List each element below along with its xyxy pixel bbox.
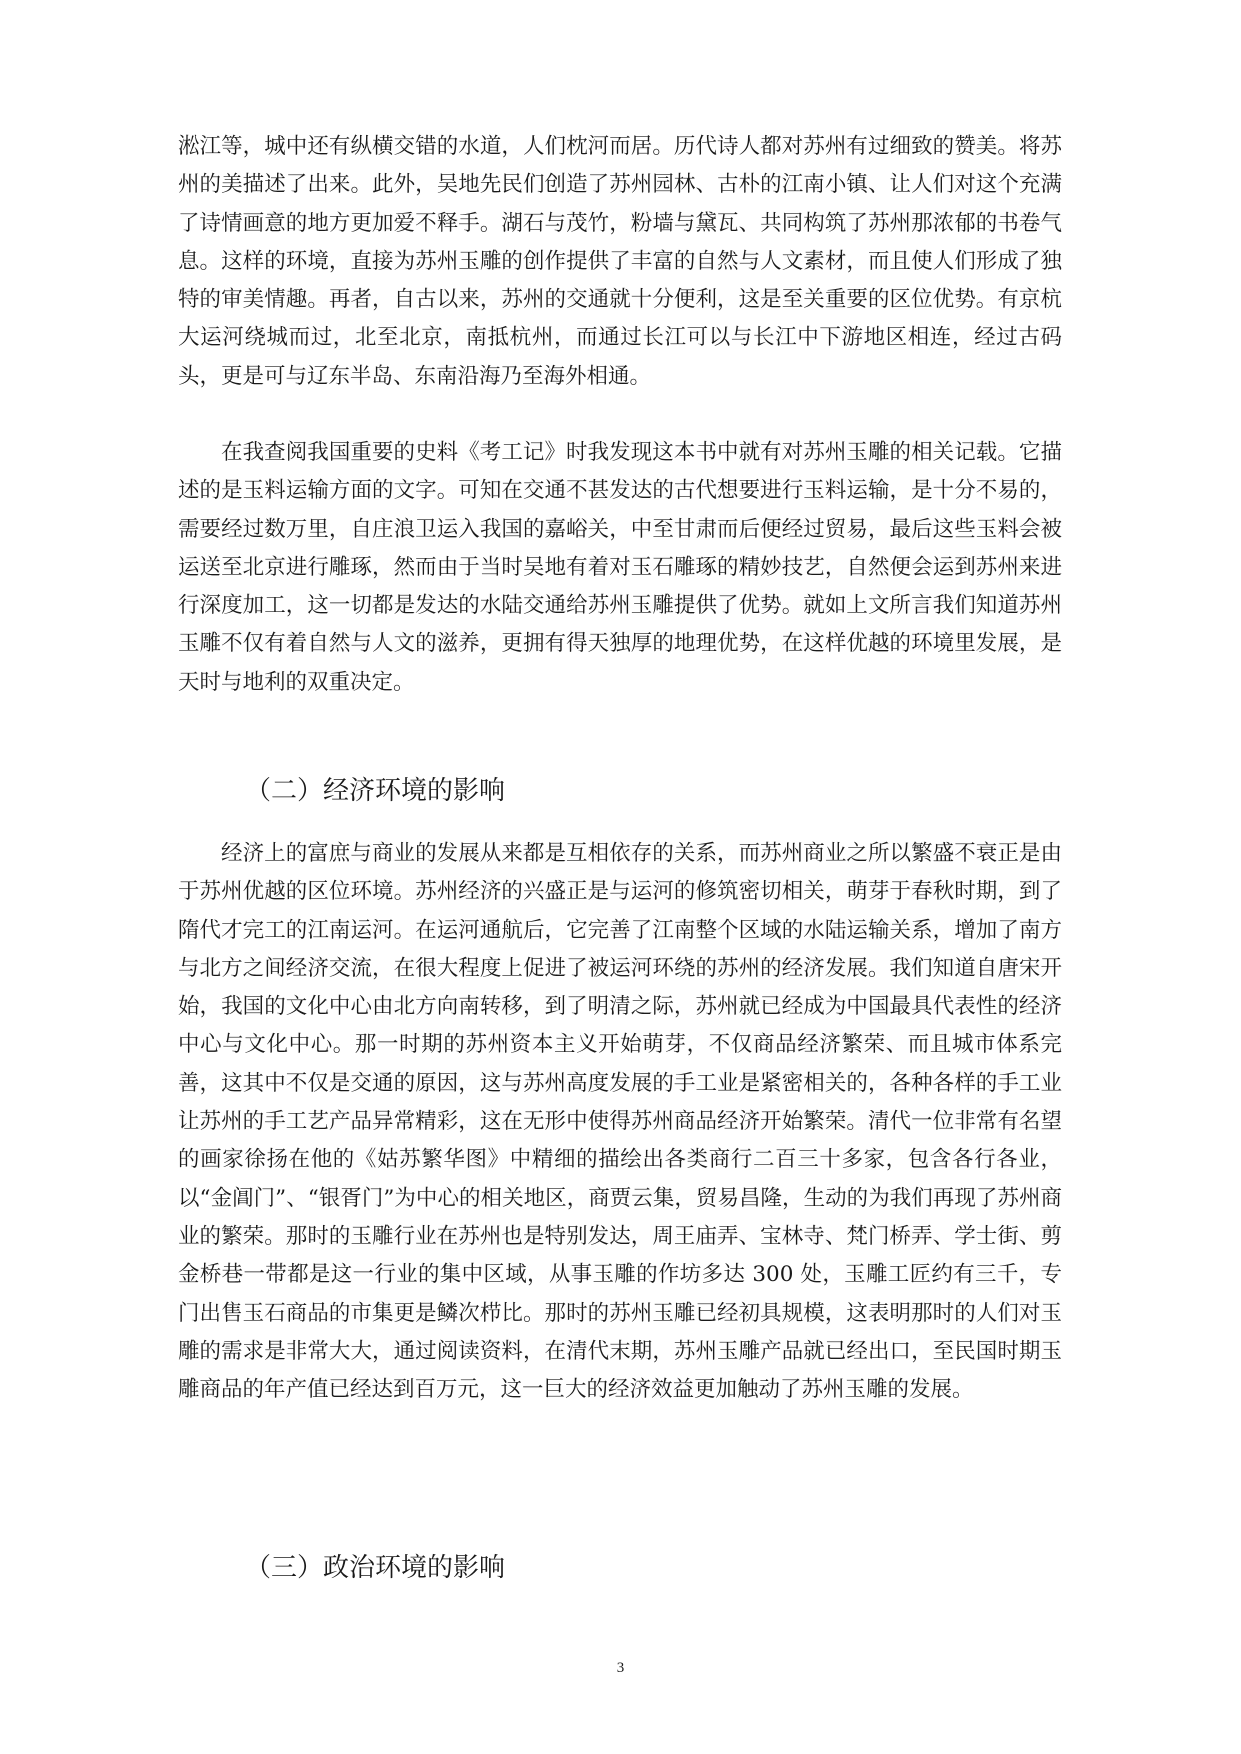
paragraph-economic-environment: 经济上的富庶与商业的发展从来都是互相依存的关系，而苏州商业之所以繁盛不衰正是由于苏州优越的区位环境。苏州经济的兴盛正是与运河的修筑密切相关，萌芽于春秋时期，到了隋代才完工的江南运河。在运河通航后，它完善了江南整个区域的水陆运输关系，增加了南方与北方之间经济交流，在很大程度上促进了被运河环绕的苏州的经济发展。我们知道自唐宋开始，我国的文化中心由北方向南转移，到了明清之际，苏州就已经成为中国最具代表性的经济中心与文化中心。那一时期的苏州资本主义开始萌芽，不仅商品经济繁荣、而且城市体系完善，这其中不仅是交通的原因，这与苏州高度发展的手工业是紧密相关的，各种各样的手工业让苏州的手工艺产品异常精彩，这在无形中使得苏州商品经济开始繁荣。清代一位非常有名望的画家徐扬在他的《姑苏繁华图》中精细的描绘出各类商行二百三十多家，包含各行各业，以“金阊门”、“银胥门”为中心的相关地区，商贾云集，贸易昌隆，生动的为我们再现了苏州商业的繁荣。那时的玉雕行业在苏州也是特别发达，周王庙弄、宝林寺、梵门桥弄、学士街、剪金桥巷一带都是这一行业的集中区域，从事玉雕的作坊多达 300 处，玉雕工匠约有三千，专门出售玉石商品的市集更是鳞次栉比。那时的苏州玉雕已经初具规模，这表明那时的人们对玉雕的需求是非常大大，通过阅读资料，在清代末期，苏州玉雕产品就已经出口，至民国时期玉雕商品的年产值已经达到百万元，这一巨大的经济效益更加触动了苏州玉雕的发展。 <box>178 841 1062 1403</box>
section-heading-political: （三）政治环境的影响 <box>245 1553 506 1583</box>
paragraph-transport-continuation: 淞江等，城中还有纵横交错的水道，人们枕河而居。历代诗人都对苏州有过细致的赞美。将苏州的美描述了出来。此外，吴地先民们创造了苏州园林、古朴的江南小镇、让人们对这个充满了诗情画意的地方更加爱不释手。湖石与茂竹，粉墙与黛瓦、共同构筑了苏州那浓郁的书卷气息。这样的环境，直接为苏州玉雕的创作提供了丰富的自然与人文素材，而且使人们形成了独特的审美情趣。再者，自古以来，苏州的交通就十分便利，这是至关重要的区位优势。有京杭大运河绕城而过，北至北京，南抵杭州，而通过长江可以与长江中下游地区相连，经过古码头，更是可与辽东半岛、东南沿海乃至海外相通。 <box>178 134 1062 389</box>
section-heading-economic: （二）经济环境的影响 <box>245 776 506 806</box>
paragraph-kaogongji: 在我查阅我国重要的史料《考工记》时我发现这本书中就有对苏州玉雕的相关记载。它描述的是玉料运输方面的文字。可知在交通不甚发达的古代想要进行玉料运输，是十分不易的，需要经过数万里，自庄浪卫运入我国的嘉峪关，中至甘肃而后便经过贸易，最后这些玉料会被运送至北京进行雕琢，然而由于当时吴地有着对玉石雕琢的精妙技艺，自然便会运到苏州来进行深度加工，这一切都是发达的水陆交通给苏州玉雕提供了优势。就如上文所言我们知道苏州玉雕不仅有着自然与人文的滋养，更拥有得天独厚的地理优势，在这样优越的环境里发展，是天时与地利的双重决定。 <box>178 440 1062 695</box>
page-number: 3 <box>616 1660 625 1676</box>
